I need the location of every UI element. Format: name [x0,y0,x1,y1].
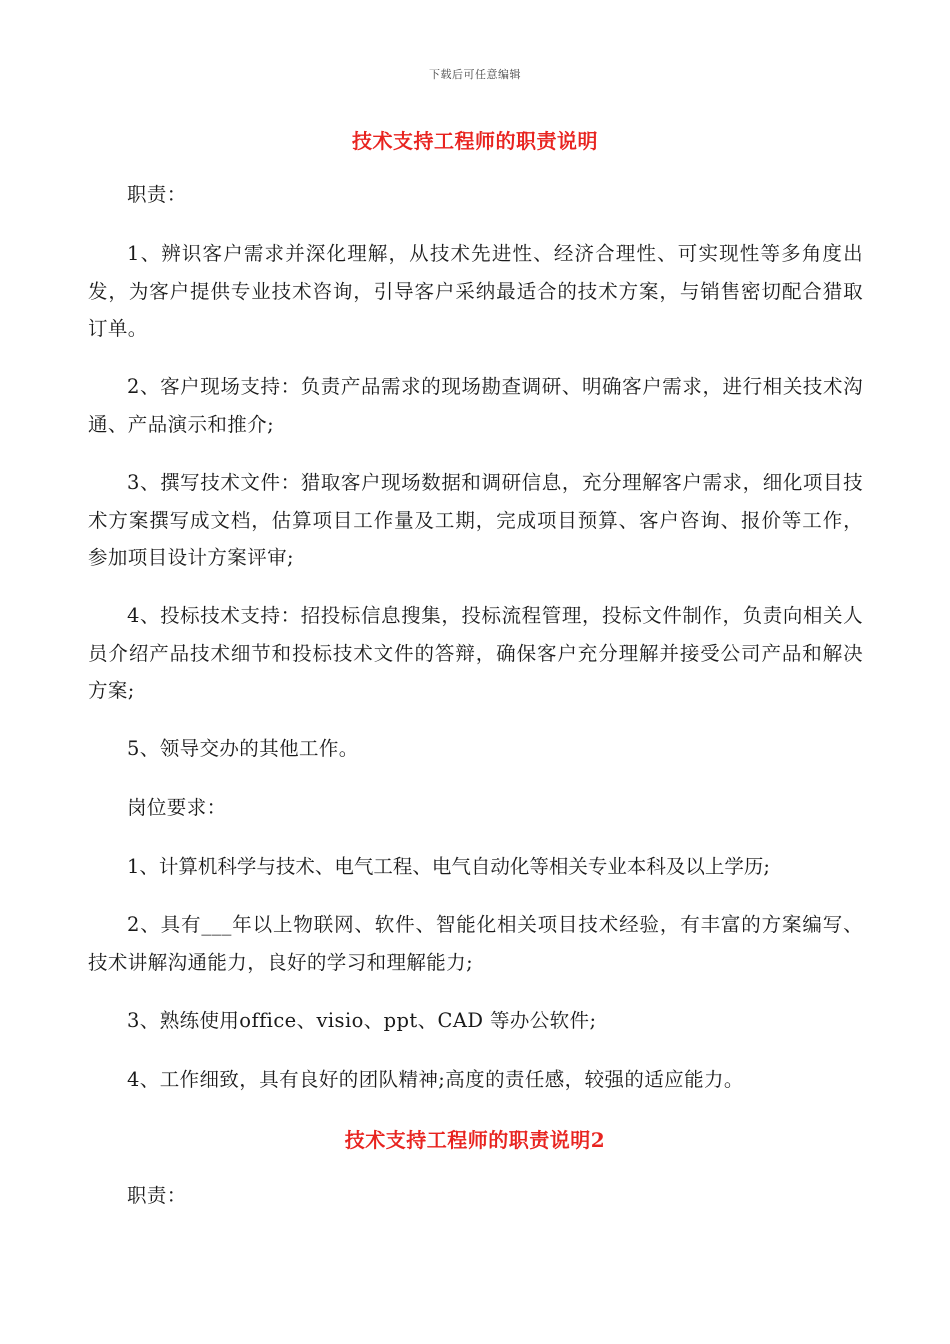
requirement-item-1: 1、计算机科学与技术、电气工程、电气自动化等相关专业本科及以上学历; [127,855,770,878]
duty-item-4: 4、投标技术支持：招投标信息搜集，投标流程管理，投标文件制作，负责向相关人员介绍产品技术细节和投标技术文件的答辩，确保客户充分理解并接受公司产品和解决方案; [88,604,863,702]
header-note: 下载后可任意编辑 [429,68,521,81]
requirement-item-2: 2、具有___年以上物联网、软件、智能化相关项目技术经验，有丰富的方案编写、技术讲解沟通能力，良好的学习和理解能力; [88,913,863,974]
requirements-heading: 岗位要求： [127,796,227,819]
duties-heading: 职责： [127,183,187,206]
duty-item-3: 3、撰写技术文件：猎取客户现场数据和调研信息，充分理解客户需求，细化项目技术方案撰写成文档，估算项目工作量及工期，完成项目预算、客户咨询、报价等工作，参加项目设计方案评审; [88,471,863,569]
section-title-2: 技术支持工程师的职责说明2 [344,1128,606,1152]
duty-item-1: 1、辨识客户需求并深化理解，从技术先进性、经济合理性、可实现性等多角度出发，为客户提供专业技术咨询，引导客户采纳最适合的技术方案，与销售密切配合猎取订单。 [88,242,863,340]
duty-item-2: 2、客户现场支持：负责产品需求的现场勘查调研、明确客户需求，进行相关技术沟通、产品演示和推介; [88,375,863,436]
requirement-item-4: 4、工作细致，具有良好的团队精神;高度的责任感，较强的适应能力。 [127,1068,744,1091]
document-title: 技术支持工程师的职责说明 [352,129,598,153]
requirement-item-3: 3、熟练使用office、visio、ppt、CAD 等办公软件; [127,1009,597,1032]
duties-heading-2: 职责： [127,1184,187,1207]
duty-item-5: 5、领导交办的其他工作。 [127,737,359,760]
